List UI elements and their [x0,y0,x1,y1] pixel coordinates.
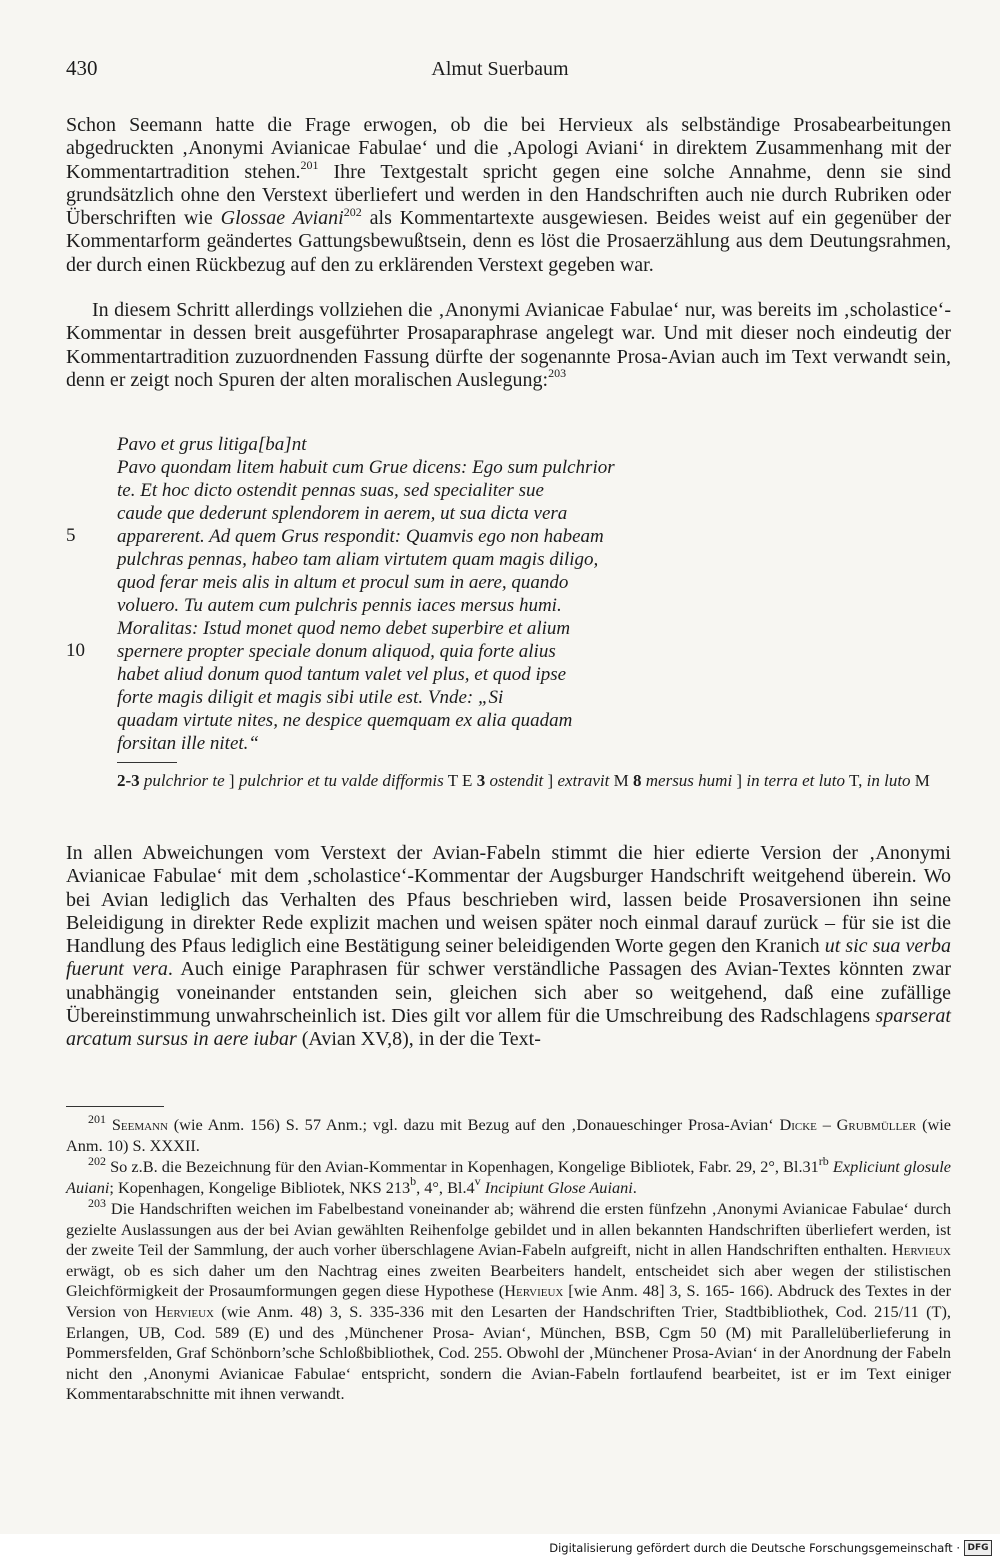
footnote [66,1111,952,1156]
text-run: in luto [866,771,911,790]
text-run: Incipiunt Glose Auiani [484,1177,633,1197]
footnote [66,1153,951,1198]
edition-line: habet aliud donum quod tantum valet vel plus, et quod ipse [117,664,567,685]
edition-line: caude que dederunt splendorem in aerem, ut sua dicta vera [117,503,568,524]
text-run: Dicke – Grubmüller [779,1115,917,1134]
text-run: Expliciunt glosule Auiani [66,1157,951,1197]
text-run: M [910,771,930,790]
edition-line: voluero. Tu autem cum pulchris pennis iaces mersus humi. [117,595,562,616]
text-run: 3 [476,771,486,790]
text-run: Schon Seemann hatte die Frage erwogen, ob die bei Hervieux als selbständige Prosabearbeitungen abgedruckten ‚Anonymi Avianicae Fabulae‘ und die ‚Apologi Aviani‘ in direktem Zusammenhang mit der Kommentartradition stehen. [66,114,951,183]
text-run: Hervieux [504,1281,564,1301]
text-run: Glossae Aviani [220,207,344,230]
text-run: sparserat arcatum sursus in aere iubar [66,1005,951,1051]
text-run: ostendit [485,771,548,790]
dfg-logo-icon: DFG [964,1540,992,1556]
text-run: [wie Anm. 48] 3, S. 165- 166). Abdruck des Textes in der Version von [66,1281,952,1321]
edition-line: Pavo et grus litiga[ba]nt [117,434,307,455]
text-run: Seemann [111,1115,168,1134]
edition-line: apparerent. Ad quem Grus respondit: Quamvis ego non habeam [117,526,604,547]
text-run: , 4°, Bl.4 [416,1177,475,1197]
text-run: mersus humi [641,771,737,790]
edition-line: Pavo quondam litem habuit cum Grue dicens: Ego sum pulchrior [117,457,615,478]
text-run: Hervieux [154,1301,214,1321]
text-run: 202 [88,1153,106,1168]
text-run: in terra et luto [746,771,846,790]
edition-line: quod ferar meis alis in altum et procul sum in aere, quando [117,572,569,593]
text-run: . [632,1177,637,1197]
edition-line: forte magis diligit et magis sibi utile est. Vnde: „Si [117,687,504,708]
running-head: Almut Suerbaum [431,58,569,80]
text-run: In diesem Schritt allerdings vollziehen die ‚Anonymi Avianicae Fabulae‘ nur, was bereits im ‚scholastice‘-Kommentar in dessen breit ausgeführter Prosaparaphrase angelegt war. Und mit dieser noch eindeutig der Kommentartradition zuzuordnenden Fassung dürfte der sogenannte Prosa-Avian auch im Text verwandt sein, denn er zeigt noch Spuren der alten moralischen Auslegung: [66,299,951,391]
paragraph [66,114,951,277]
text-run: T E [443,771,477,790]
footnote [66,1195,952,1405]
edition-line: pulchras pennas, habeo tam aliam virtutem quam magis diligo, [117,549,599,570]
paragraph [66,299,951,392]
paragraph [66,842,951,1052]
text-run: 201 [300,157,319,172]
edition-line: quadam virtute nites, ne despice quemquam ex alia quadam [117,710,573,731]
page-number: 430 [66,56,98,80]
text-run: T, [845,771,867,790]
text-run: (wie Anm. 156) S. 57 Anm.; vgl. dazu mit Bezug auf den ‚Donaueschinger Prosa-Avian‘ [167,1115,780,1134]
text-run: 201 [88,1111,106,1126]
text-run: Ihre Textgestalt spricht gegen eine solche Annahme, denn sie sind grundsätzlich ohne den Verstext überliefert und werden in den Handschriften auch nie durch Rubriken oder Überschriften wie [66,160,951,230]
text-run: erwägt, ob es sich daher um den Nachtrag eines zweiten Bearbeiters handelt, entscheidet sich aber wegen der stilistischen Gleichförmigkeit der Prosaumformungen gegen diese Hypothese ( [66,1260,951,1301]
apparatus-rule [117,762,177,763]
text-run: 203 [88,1195,106,1210]
text-run: . Auch einige Paraphrasen für schwer verständliche Passagen des Avian-Textes könnten zwar unabhängig voneinander entstanden sein, gleichen sich aber so weitgehend, daß eine zufällige Übereinstimmung unwahrscheinlich ist. Dies gilt vor allem für die Umschreibung des Radschlagens [66,958,951,1028]
edition-line: forsitan ille nitet.“ [117,733,259,754]
text-run: pulchrior te [139,771,229,790]
text-run: In allen Abweichungen vom Verstext der Avian-Fabeln stimmt die hier edierte Version der ‚Anonymi Avianicae Fabulae‘ mit dem ‚scholastice‘-Kommentar der Augsburger Handschrift weitgehend überein. Wo bei Avian lediglich das Verhalten des Pfaus beschrieben wird, lassen beide Prosaversionen ihn seine Beleidigung in direkter Rede explizit machen und weisen später noch einmal darauf zurück – für sie ist die Handlung des Pfaus lediglich eine Bestätigung seiner beleidigenden Worte gegen den Kranich [66,842,951,958]
edition-line: te. Et hoc dicto ostendit pennas suas, sed specialiter sue [117,480,544,501]
critical-apparatus [117,770,952,791]
text-run: Hervieux [891,1240,951,1260]
line-number: 5 [66,525,76,546]
text-run: (wie Anm. 48) 3, S. 335-336 mit den Lesarten der Handschriften Trier, Stadtbibliothek, Cod. 215/11 (T), Erlangen, UB, Cod. 589 (E) und des ‚Münchener Prosa- Avian‘, München, BSB, Cgm 50 (M) mit Parallelüberlieferung in Pommersfelden, Graf Schönborn’sche Schloßbibliothek, Cod. 255. Obwohl der ‚Münchener Prosa-Avian‘ in der Anordnung der Fabeln nicht den ‚Anonymi Avianicae Fabulae‘ entspricht, sondern die Avian-Fabeln fortlaufend bearbeitet, ist er im Text einiger Kommentarabschnitte mit ihnen verwandt. [66,1301,951,1404]
text-run: ut sic sua verba fuerunt vera [66,935,952,981]
text-run: Die Handschriften weichen im Fabelbestand voneinander ab; während die ersten fünfzehn ‚Anonymi Avianicae Fabulae‘ durch gezielte Auslassungen aus der bei Avian gewählten Reihenfolge gebildet und in allen bekannten Handschriften überliefert werden, ist der zweite Teil der Sammlung, der auch vorher überschlagene Avian-Fabeln aufgreift, nicht in allen Handschriften enthalten. [66,1199,951,1260]
text-run: ] [736,771,747,790]
edition-line: Moralitas: Istud monet quod nemo debet superbire et alium [117,618,571,639]
footnote-rule [66,1106,164,1107]
text-run: 8 [633,771,642,790]
text-run: 2-3 [117,771,140,790]
funding-note: Digitalisierung gefördert durch die Deutsche Forschungsgemeinschaft · [549,1541,960,1555]
text-run: rb [818,1153,829,1168]
text-run: v [474,1174,481,1189]
line-number: 10 [66,640,85,661]
text-run: ] [547,771,558,790]
text-run: ] [228,771,239,790]
text-run: 203 [548,366,567,381]
text-run: (Avian XV,8), in der die Text- [296,1028,541,1051]
edition-text [117,433,637,755]
text-run: 202 [343,204,362,219]
text-run: M [609,771,633,790]
text-run: pulchrior et tu valde difformis [238,771,444,790]
text-run: extravit [557,771,610,790]
text-run: b [410,1174,417,1189]
text-run: als Kommentartexte ausgewiesen. Beides weist auf ein gegenüber der Kommentarform geändertes Gattungsbewußtsein, denn es löst die Prosaerzählung aus dem Deutungsrahmen, der durch einen Rückbezug auf den zu erklärenden Verstext gegeben war. [66,207,952,276]
text-run: ; Kopenhagen, Kongelige Bibliotek, NKS 213 [109,1177,411,1197]
text-run: So z.B. die Bezeichnung für den Avian-Kommentar in Kopenhagen, Kongelige Bibliotek, Fabr. 29, 2°, Bl.31 [106,1157,819,1176]
edition-line: spernere propter speciale donum aliquod, quia forte alius [117,641,556,662]
text-run: (wie Anm. 10) S. XXXII. [66,1115,952,1155]
